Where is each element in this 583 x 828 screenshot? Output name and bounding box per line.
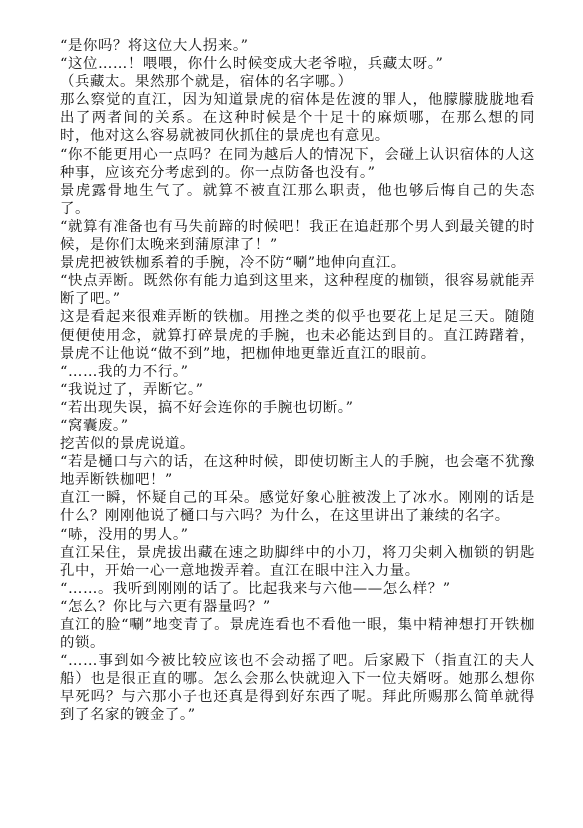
paragraph: 直江的脸“唰”地变青了。景虎连看也不看他一眼，集中精神想打开铁枷的锁。 <box>60 617 535 652</box>
paragraph: （兵藏太。果然那个就是，宿体的名字哪。） <box>60 74 353 91</box>
paragraph: “是你吗？将这位大人拐来。” <box>60 38 249 54</box>
paragraph: 直江呆住，景虎拔出藏在速之助脚绊中的小刀，将刀尖刺入枷锁的钥匙孔中，开始一心一意地拨弄着。直江在眼中注入力量。 <box>60 544 535 579</box>
paragraph: “就算有准备也有马失前蹄的时候吧！我正在追赶那个男人到最关键的时候，是你们太晚来到蒲原津了！” <box>60 218 535 254</box>
paragraph: “若是樋口与六的话，在这种时候，即使切断主人的手腕，也会毫不犹豫地弄断铁枷吧！” <box>60 454 535 489</box>
paragraph: “这位……！喂喂，你什么时候变成大老爷啦，兵藏太呀。” <box>60 56 444 73</box>
paragraph: “怎么？你比与六更有器量吗？” <box>60 598 271 615</box>
paragraph: 景虎把被铁枷系着的手腕，冷不防“唰”地伸向直江。 <box>60 255 406 272</box>
paragraph: 直江一瞬，怀疑自己的耳朵。感觉好象心脏被泼上了冰水。刚刚的话是什么？刚刚他说了樋口与六吗？为什么，在这里讲出了兼续的名字。 <box>60 490 535 525</box>
paragraph: “……。我听到刚刚的话了。比起我来与六他——怎么样？” <box>60 580 451 597</box>
paragraph: 景虎露骨地生气了。就算不被直江那么职责，他也够后悔自己的失态了。 <box>60 182 535 217</box>
paragraph: 这是看起来很难弄断的铁枷。用挫之类的似乎也要花上足足三天。随随便便使用念，就算打碎景虎的手腕，也未必能达到目的。直江踌躇着，景虎不让他说“做不到”地，把枷伸地更靠近直江的眼前。 <box>60 309 535 362</box>
paragraph: “……我的力不行。” <box>60 363 189 380</box>
paragraph: “哧，没用的男人。” <box>60 526 189 543</box>
paragraph: 挖苦似的景虎说道。 <box>60 436 195 453</box>
paragraph: “……事到如今被比较应该也不会动摇了吧。后家殿下（指直江的夫人船）也是很正直的哪。怎么会那么快就迎入下一位夫婿呀。她那么想你早死吗？与六那小子也还真是得到好东西了呢。拜此所赐那么简单就得到了名家的镀金了。” <box>60 653 535 724</box>
paragraph: “你不能更用心一点吗？在同为越后人的情况下，会碰上认识宿体的人这种事，应该充分考虑到的。你一点防备也没有。” <box>60 146 535 181</box>
paragraph: “若出现失误，搞不好会连你的手腕也切断。” <box>60 399 354 416</box>
paragraph: “我说过了，弄断它。” <box>60 381 204 398</box>
paragraph: “窝囊废。” <box>60 417 129 434</box>
paragraph: 那么察觉的直江，因为知道景虎的宿体是佐渡的罪人，他朦朦胧胧地看出了两者间的关系。在这种时候是个十足十的麻烦哪，在那么想的同时，他对这么容易就被同伙抓住的景虎也有意见。 <box>60 92 535 145</box>
paragraph: “快点弄断。既然你有能力追到这里来，这种程度的枷锁，很容易就能弄断了吧。” <box>60 273 535 308</box>
